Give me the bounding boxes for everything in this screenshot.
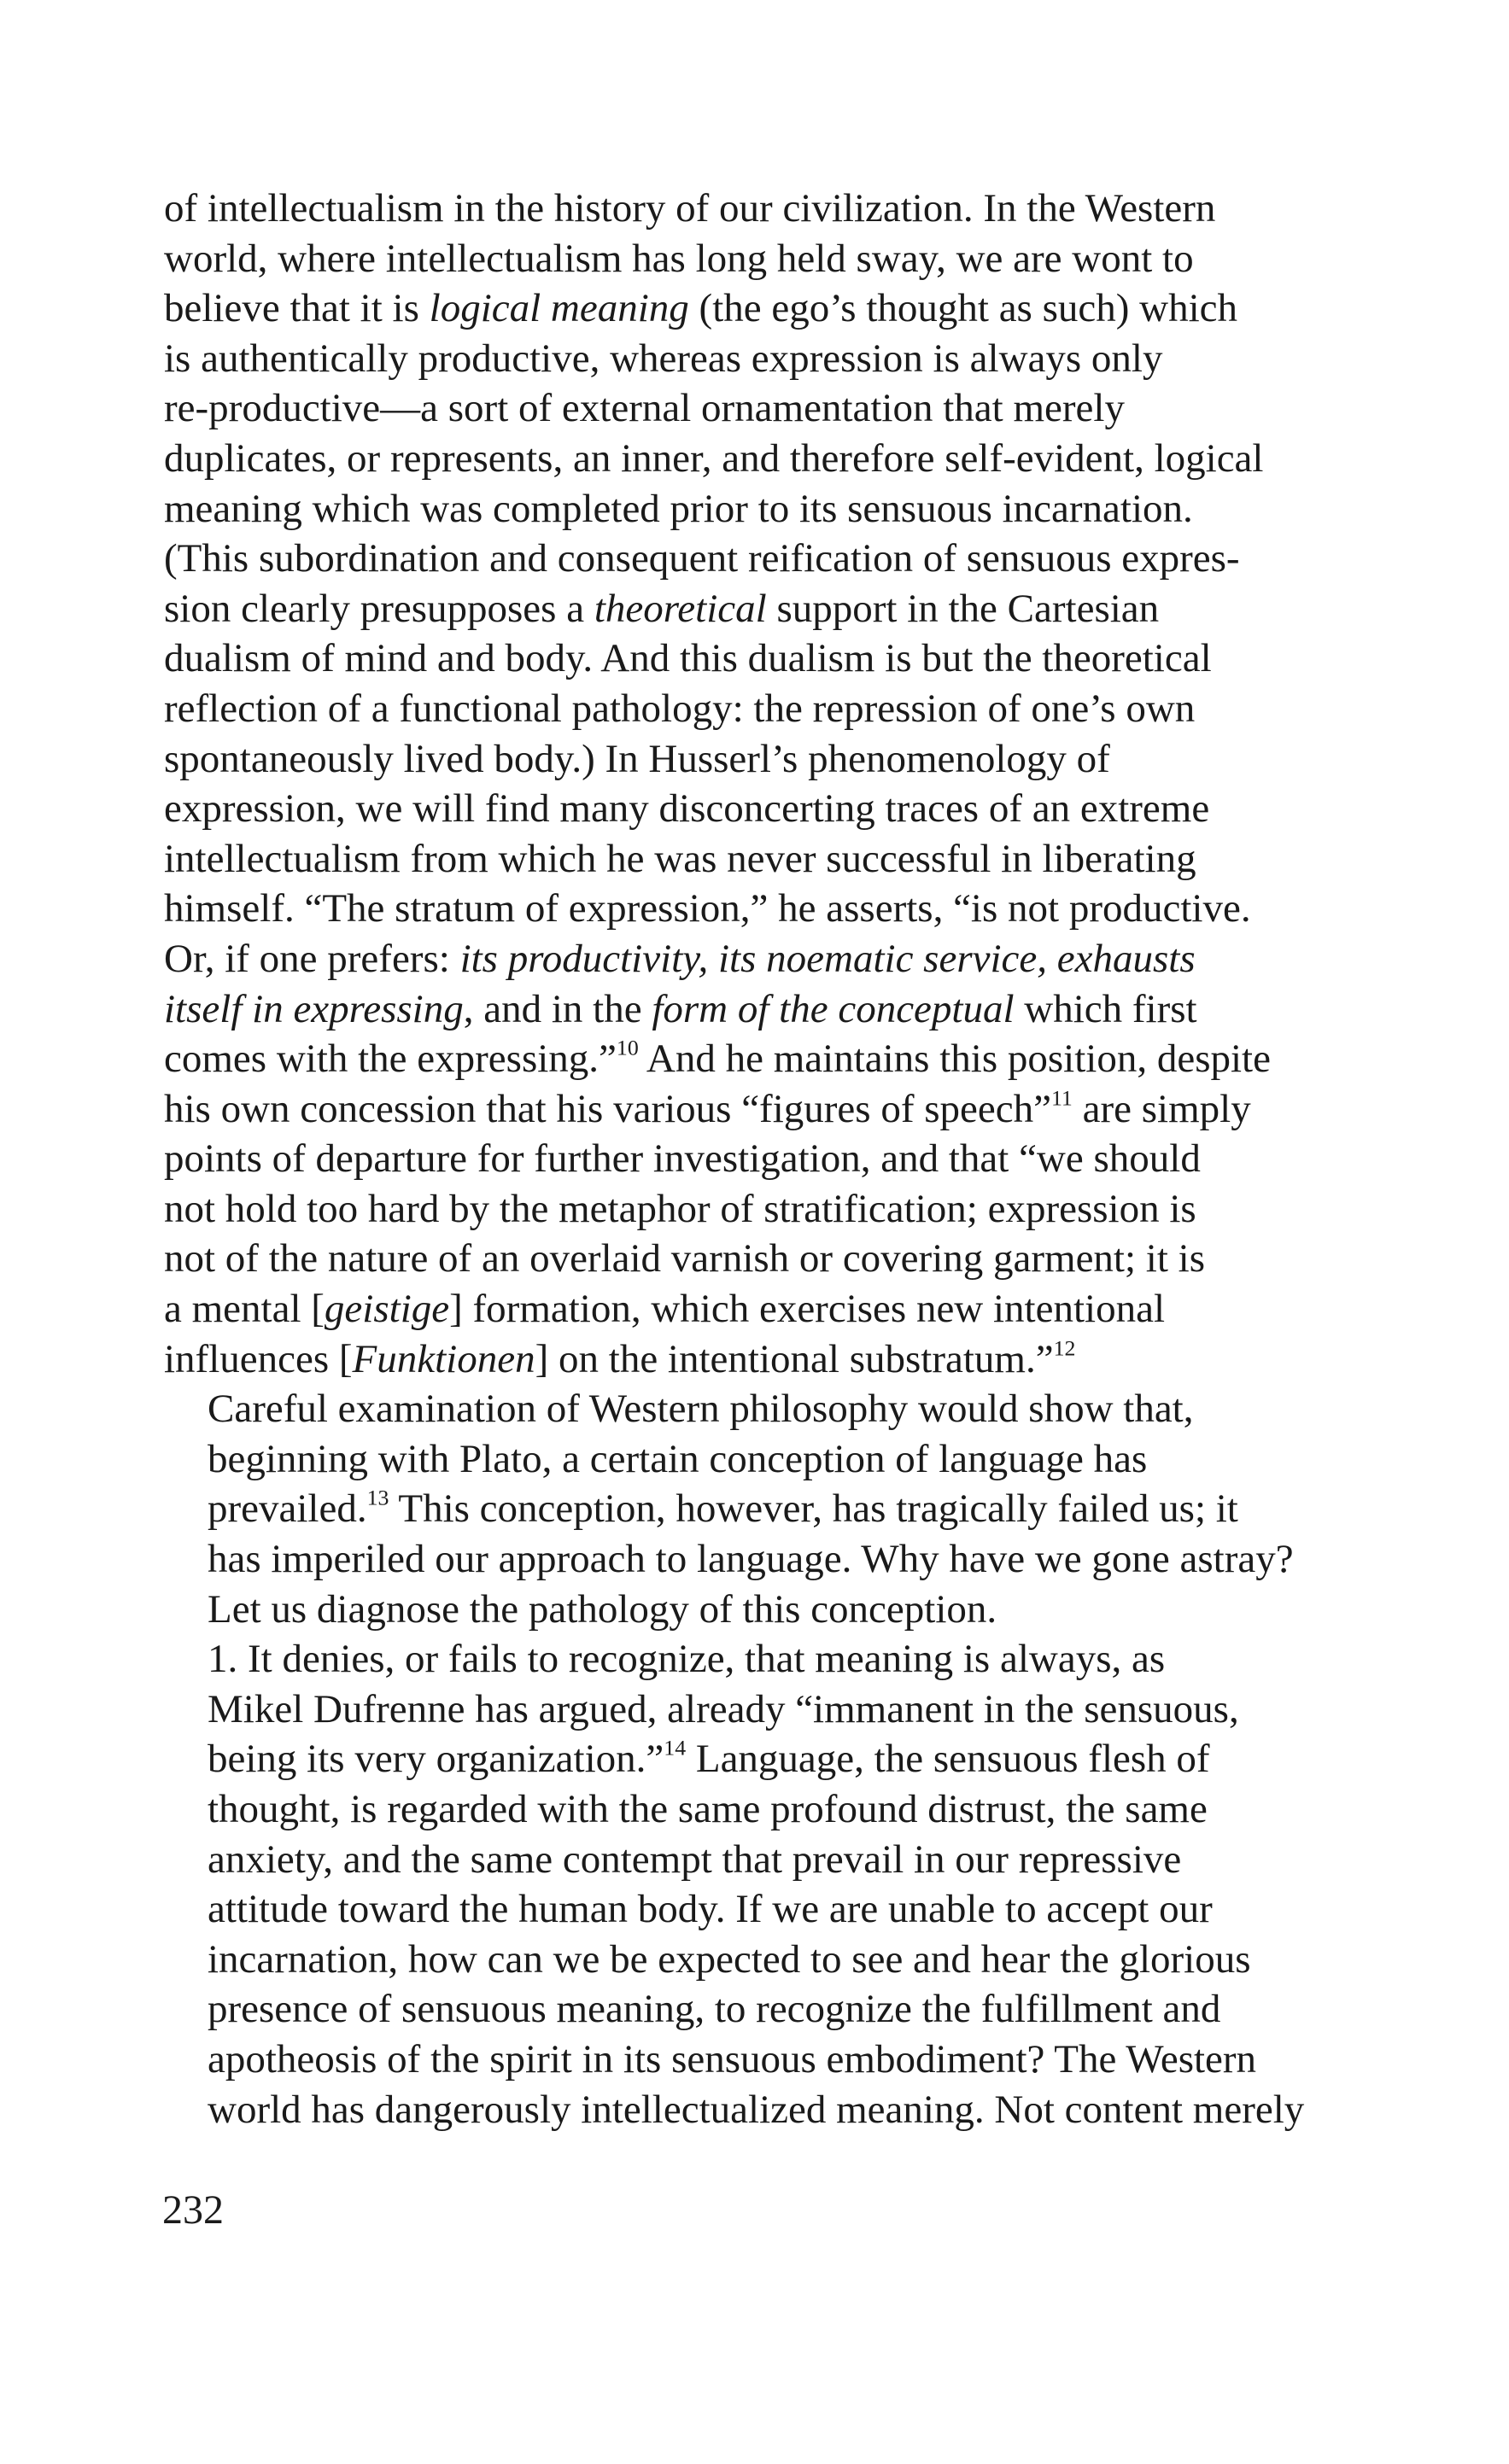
text-line (164, 1484, 1361, 1534)
text-run: attitude toward the human body. If we are unable to accept our (208, 1887, 1213, 1932)
text-run: And he maintains this position, despite (638, 1036, 1271, 1082)
text-line (164, 383, 1361, 434)
paragraph-3 (164, 1634, 1361, 2134)
text-run: believe that it is (164, 286, 430, 331)
text-line (164, 984, 1361, 1035)
text-run: is authentically productive, whereas expression is always only (164, 336, 1163, 381)
text-run: thought, is regarded with the same profound distrust, the same (208, 1787, 1208, 1831)
text-line (164, 684, 1361, 734)
text-run: , and in the (463, 986, 652, 1031)
text-run: (This subordination and consequent reification of sensuous expres- (164, 536, 1240, 581)
page-body (164, 184, 1361, 2134)
text-line (164, 1585, 1361, 1635)
paragraph-1 (164, 184, 1361, 1384)
text-line (164, 1984, 1361, 2035)
text-run: apotheosis of the spirit in its sensuous embodiment? The Western (208, 2036, 1257, 2082)
text-run: Language, the sensuous flesh of (686, 1737, 1210, 1782)
text-line (164, 784, 1361, 834)
text-line (164, 484, 1361, 534)
text-run: meaning which was completed prior to its sensuous incarnation. (164, 486, 1193, 531)
text-line (164, 1284, 1361, 1334)
page-number: 232 (162, 2187, 224, 2233)
italic-text: Funktionen (352, 1336, 535, 1381)
text-run: comes with the expressing.” (164, 1036, 617, 1082)
text-run: has imperiled our approach to language. Why have we gone astray? (208, 1537, 1294, 1582)
italic-text: itself in expressing (164, 986, 464, 1031)
text-line (164, 2035, 1361, 2085)
text-run: world, where intellectualism has long held sway, we are wont to (164, 236, 1194, 281)
text-run: incarnation, how can we be expected to see and hear the glorious (208, 1936, 1251, 1982)
text-line (164, 1034, 1361, 1084)
text-run: not hold too hard by the metaphor of stratification; expression is (164, 1186, 1196, 1231)
text-run: beginning with Plato, a certain conception of language has (208, 1436, 1148, 1481)
text-line (164, 1884, 1361, 1935)
text-line (164, 334, 1361, 384)
text-run: expression, we will find many disconcerting traces of an extreme (164, 786, 1210, 832)
text-run: anxiety, and the same contempt that prevail in our repressive (208, 1836, 1182, 1882)
text-run: influences [ (164, 1336, 353, 1381)
text-run: points of departure for further investigation, and that “we should (164, 1136, 1201, 1182)
text-line (164, 1734, 1361, 1784)
footnote-marker: 14 (664, 1736, 687, 1761)
text-run: his own concession that his various “figures of speech” (164, 1086, 1051, 1131)
text-run: This conception, however, has tragically failed us; it (389, 1486, 1238, 1532)
text-run: 1. It denies, or fails to recognize, that meaning is always, as (208, 1637, 1166, 1682)
text-run: duplicates, or represents, an inner, and therefore self-evident, logical (164, 435, 1264, 481)
text-line (164, 2085, 1361, 2135)
italic-text: geistige (324, 1287, 450, 1332)
italic-text: form of the conceptual (652, 986, 1015, 1031)
text-line (164, 1334, 1361, 1385)
text-run: dualism of mind and body. And this dualism is but the theoretical (164, 636, 1212, 681)
text-line (164, 834, 1361, 885)
text-line (164, 734, 1361, 785)
paragraph-2 (164, 1384, 1361, 1634)
text-run: world has dangerously intellectualized meaning. Not content merely (208, 2087, 1305, 2132)
text-line (164, 1384, 1361, 1434)
text-line (164, 884, 1361, 934)
text-line (164, 534, 1361, 584)
text-line (164, 1835, 1361, 1885)
text-run: re-productive—a sort of external ornamentation that merely (164, 386, 1125, 431)
text-run: ] on the intentional substratum.” (535, 1336, 1054, 1381)
text-run: support in the Cartesian (766, 586, 1160, 631)
text-run: ] formation, which exercises new intentional (449, 1287, 1166, 1332)
text-line (164, 1685, 1361, 1735)
footnote-marker: 11 (1050, 1085, 1073, 1111)
text-line (164, 184, 1361, 234)
text-run: presence of sensuous meaning, to recognize the fulfillment and (208, 1987, 1221, 2032)
text-line (164, 1084, 1361, 1135)
text-run: sion clearly presupposes a (164, 586, 594, 631)
italic-text: its productivity, its noematic service, exhausts (459, 936, 1196, 981)
text-line (164, 584, 1361, 634)
text-run: Let us diagnose the pathology of this conception. (208, 1586, 997, 1632)
text-run: reflection of a functional pathology: the repression of one’s own (164, 686, 1196, 731)
text-line (164, 283, 1361, 334)
text-run: Mikel Dufrenne has argued, already “immanent in the sensuous, (208, 1686, 1239, 1731)
text-run: spontaneously lived body.) In Husserl’s phenomenology of (164, 736, 1110, 781)
italic-text: theoretical (594, 586, 767, 631)
text-run: being its very organization.” (208, 1737, 664, 1782)
text-run: which first (1014, 986, 1197, 1031)
text-line (164, 1935, 1361, 1985)
text-line (164, 1234, 1361, 1284)
text-line (164, 934, 1361, 984)
text-run: (the ego’s thought as such) which (688, 286, 1238, 331)
text-line (164, 1134, 1361, 1184)
text-run: Careful examination of Western philosophy would show that, (208, 1387, 1194, 1432)
text-line (164, 434, 1361, 484)
text-line (164, 1184, 1361, 1235)
italic-text: logical meaning (429, 286, 689, 331)
footnote-marker: 12 (1053, 1335, 1076, 1361)
text-run: not of the nature of an overlaid varnish or covering garment; it is (164, 1236, 1206, 1282)
text-line (164, 234, 1361, 284)
text-line (164, 1634, 1361, 1685)
text-line (164, 634, 1361, 684)
footnote-marker: 13 (366, 1486, 389, 1511)
text-run: a mental [ (164, 1287, 325, 1332)
text-run: of intellectualism in the history of our civilization. In the Western (164, 186, 1216, 231)
text-run: are simply (1072, 1086, 1251, 1131)
text-run: intellectualism from which he was never successful in liberating (164, 836, 1196, 881)
text-run: prevailed. (208, 1486, 367, 1532)
text-run: Or, if one prefers: (164, 936, 460, 981)
text-line (164, 1534, 1361, 1585)
footnote-marker: 10 (616, 1035, 639, 1060)
text-line (164, 1434, 1361, 1485)
text-line (164, 1784, 1361, 1835)
text-run: himself. “The stratum of expression,” he asserts, “is not productive. (164, 886, 1251, 931)
